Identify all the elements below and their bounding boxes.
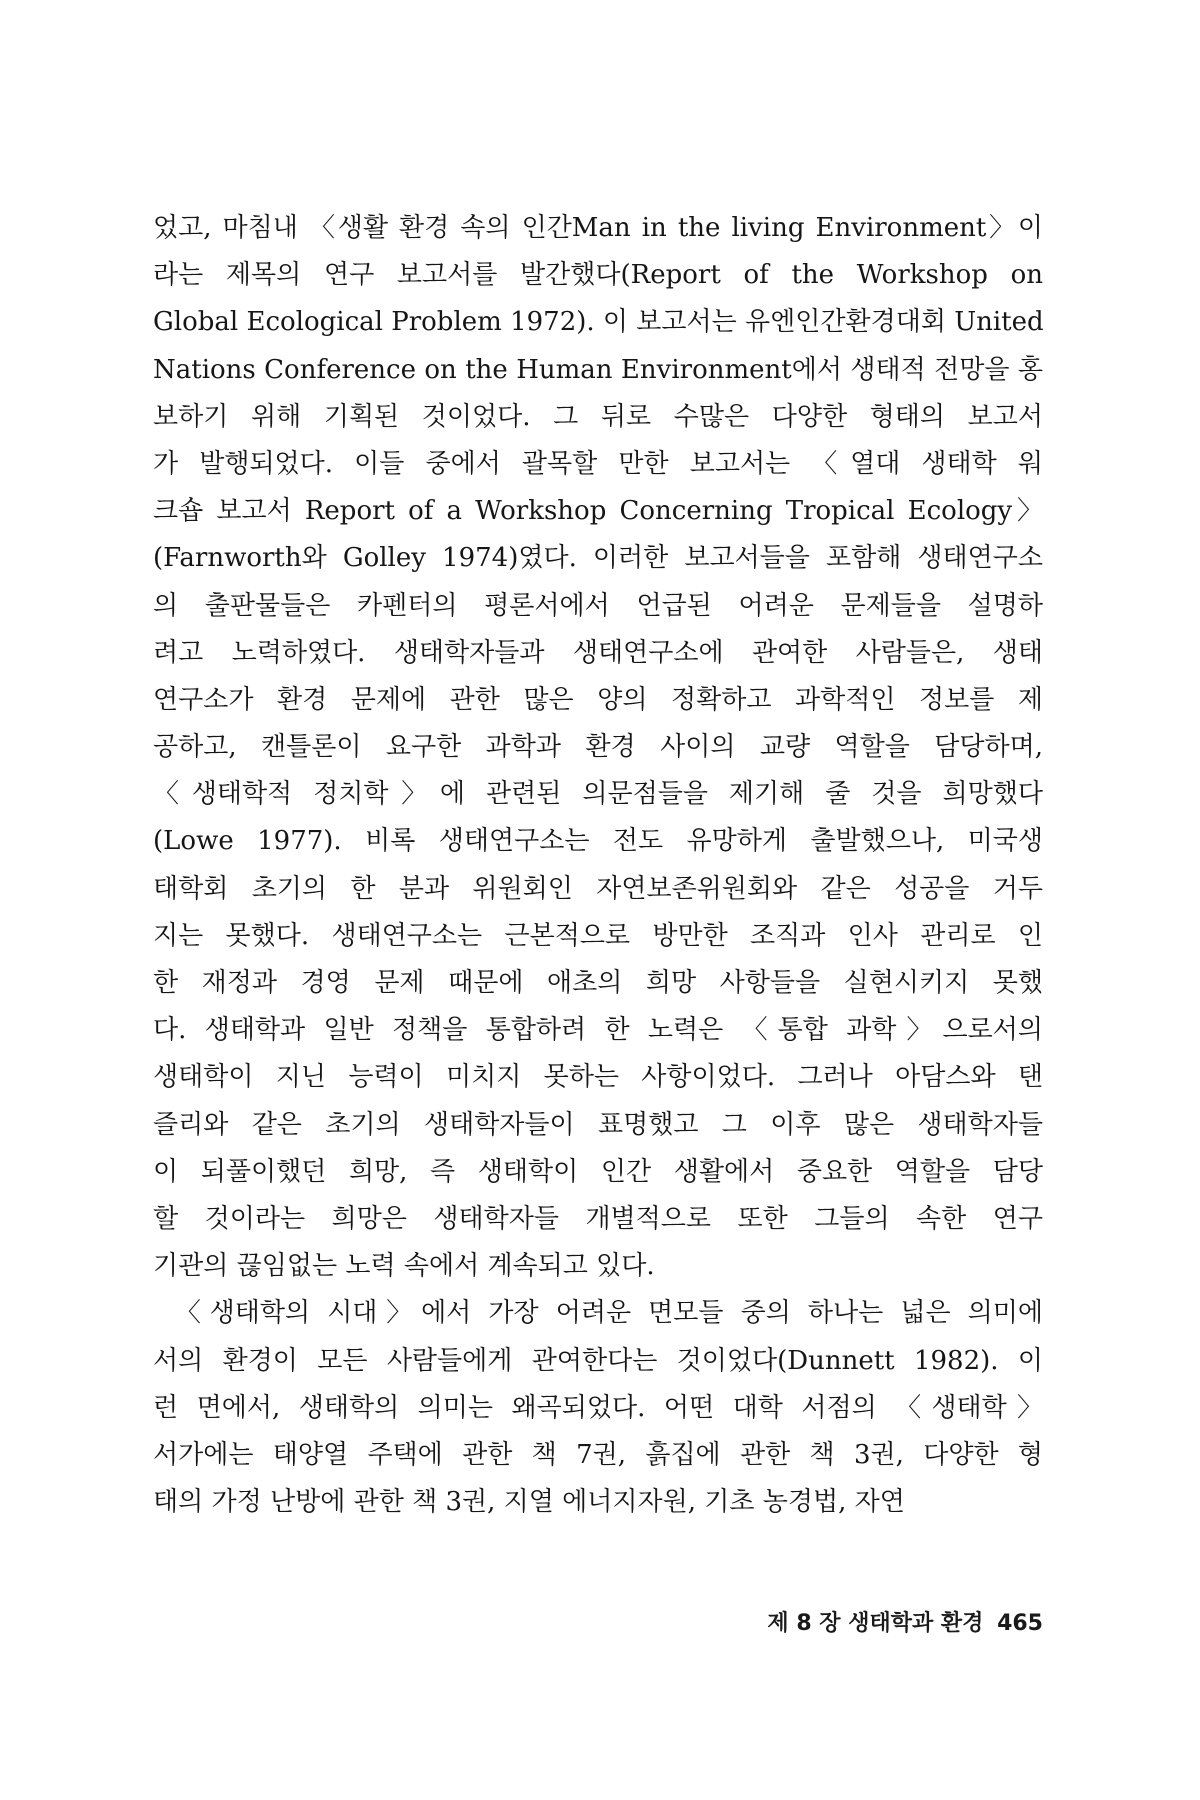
page-number: 465 (997, 1611, 1043, 1636)
text-line: 었고, 마침내 〈생활 환경 속의 인간Man in the living Environment〉이 (153, 213, 1043, 243)
text-line: 려고 노력하였다. 생태학자들과 생태연구소에 관여한 사람들은, 생태 (153, 637, 1043, 668)
text-line: 즐리와 같은 초기의 생태학자들이 표명했고 그 이후 많은 생태학자들 (153, 1109, 1043, 1140)
text-line: Nations Conference on the Human Environment에서 생태적 전망을 홍 (153, 354, 1043, 385)
text-line: 공하고, 캔틀론이 요구한 과학과 환경 사이의 교량 역할을 담당하며, (153, 732, 1043, 763)
text-line: 한 재정과 경영 문제 때문에 애초의 희망 사항들을 실현시키지 못했 (153, 968, 1043, 998)
text-line: 지는 못했다. 생태연구소는 근본적으로 방만한 조직과 인사 관리로 인 (153, 920, 1043, 951)
text-line: (Farnworth와 Golley 1974)였다. 이러한 보고서들을 포함해 생태연구소 (153, 543, 1043, 574)
text-line: 라는 제목의 연구 보고서를 발간했다(Report of the Workshop on (153, 260, 1043, 291)
text-line: 의 출판물들은 카펜터의 평론서에서 언급된 어려운 문제들을 설명하 (153, 590, 1043, 621)
text-line: 서가에는 태양열 주택에 관한 책 7권, 흙집에 관한 책 3권, 다양한 형 (153, 1439, 1043, 1470)
body-text (153, 205, 1043, 1526)
text-line: 태의 가정 난방에 관한 책 3권, 지열 에너지자원, 기초 농경법, 자연 (153, 1487, 905, 1518)
text-line: 다. 생태학과 일반 정책을 통합하려 한 노력은 〈통합 과학〉으로서의 (153, 1015, 1043, 1046)
text-line: 〈생태학적 정치학〉에 관련된 의문점들을 제기해 줄 것을 희망했다 (153, 779, 1043, 810)
text-line: 할 것이라는 희망은 생태학자들 개별적으로 또한 그들의 속한 연구 (153, 1203, 1043, 1234)
text-line: 가 발행되었다. 이들 중에서 괄목할 만한 보고서는 〈열대 생태학 워 (153, 448, 1043, 479)
paragraph (153, 205, 1043, 1290)
text-line: 〈생태학의 시대〉에서 가장 어려운 면모들 중의 하나는 넓은 의미에 (153, 1298, 1043, 1329)
text-line: 보하기 위해 기획된 것이었다. 그 뒤로 수많은 다양한 형태의 보고서 (153, 401, 1043, 432)
text-line: 기관의 끊임없는 노력 속에서 계속되고 있다. (153, 1251, 655, 1282)
text-line: (Lowe 1977). 비록 생태연구소는 전도 유망하게 출발했으나, 미국생 (153, 826, 1043, 857)
text-line: 서의 환경이 모든 사람들에게 관여한다는 것이었다(Dunnett 1982). 이 (153, 1345, 1043, 1376)
text-line: 생태학이 지닌 능력이 미치지 못하는 사항이었다. 그러나 아담스와 탠 (153, 1062, 1043, 1093)
running-footer (761, 1606, 1043, 1637)
text-line: Global Ecological Problem 1972). 이 보고서는 유엔인간환경대회 United (153, 307, 1044, 338)
chapter-title: 제 8 장 생태학과 환경 (767, 1611, 984, 1636)
paragraph (153, 1290, 1043, 1526)
text-line: 이 되풀이했던 희망, 즉 생태학이 인간 생활에서 중요한 역할을 담당 (153, 1156, 1043, 1187)
text-line: 런 면에서, 생태학의 의미는 왜곡되었다. 어떤 대학 서점의 〈생태학〉 (153, 1392, 1043, 1423)
text-line: 연구소가 환경 문제에 관한 많은 양의 정확하고 과학적인 정보를 제 (153, 684, 1043, 715)
text-line: 크숍 보고서 Report of a Workshop Concerning Tropical Ecology〉 (153, 496, 1043, 527)
text-line: 태학회 초기의 한 분과 위원회인 자연보존위원회와 같은 성공을 거두 (153, 873, 1043, 904)
